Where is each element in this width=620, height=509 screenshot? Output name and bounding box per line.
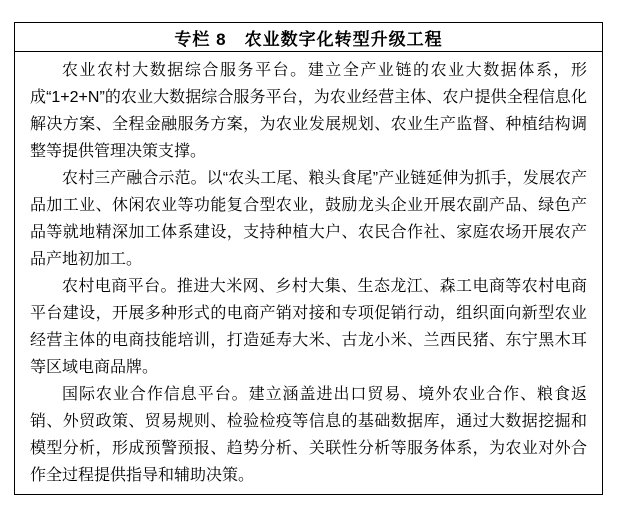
panel-body [15,52,602,494]
column-box-panel [14,22,603,495]
paragraph-rural-ecommerce-platform: 农村电商平台。推进大米网、乡村大集、生态龙江、森工电商等农村电商平台建设，开展多种形式的电商产销对接和专项促销行动，组织面向新型农业经营主体的电商技能培训，打造延寿大米、古龙小米、兰西民猪、东宁黑木耳等区域电商品牌。 [30,278,587,376]
panel-title: 专栏 8 农业数字化转型升级工程 [15,23,602,52]
paragraph-agri-big-data-platform: 农业农村大数据综合服务平台。建立全产业链的农业大数据体系，形成“1+2+N”的农业大数据综合服务平台，为农业经营主体、农户提供全程信息化解决方案、全程金融服务方案，为农业发展规划、农业生产监督、种植结构调整等提供管理决策支撑。 [30,62,587,160]
paragraph-international-agri-cooperation: 国际农业合作信息平台。建立涵盖进出口贸易、境外农业合作、粮食返销、外贸政策、贸易规则、检验检疫等信息的基础数据库，通过大数据挖掘和模型分析，形成预警预报、趋势分析、关联性分析等服务体系，为农业对外合作全过程提供指导和辅助决策。 [30,386,587,484]
paragraph-rural-industry-integration: 农村三产融合示范。以“农头工尾、粮头食尾”产业链延伸为抓手，发展农产品加工业、休闲农业等功能复合型农业，鼓励龙头企业开展农副产品、绿色产品等就地精深加工体系建设，支持种植大户、农民合作社、家庭农场开展农产品产地初加工。 [30,170,587,268]
